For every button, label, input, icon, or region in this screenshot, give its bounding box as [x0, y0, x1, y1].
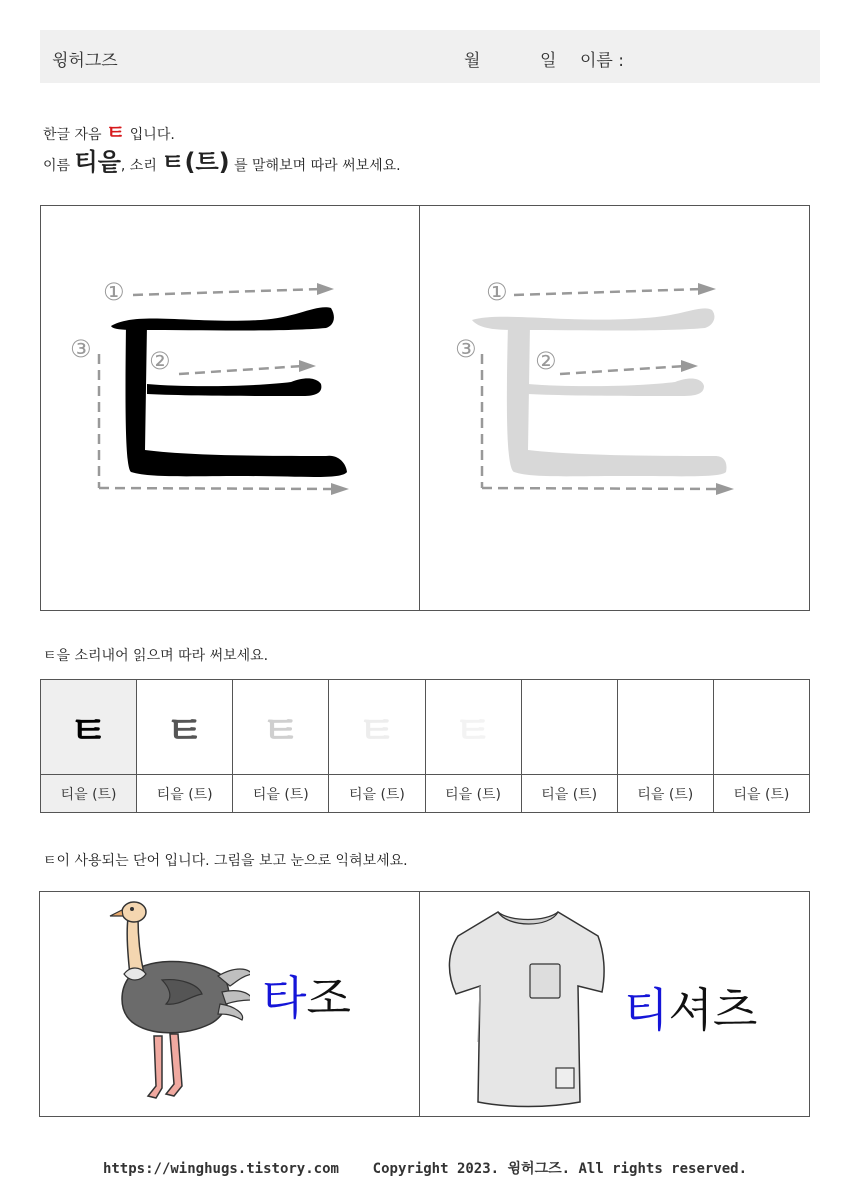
word-card-ostrich — [39, 891, 420, 1117]
words-instruction: ㅌ이 사용되는 단어 입니다. 그림을 보고 눈으로 익혀보세요. — [43, 853, 408, 869]
practice-label: 티읕 (트) — [713, 775, 809, 813]
stroke-trace-panel — [419, 205, 810, 611]
practice-label: 티읕 (트) — [41, 775, 137, 813]
stroke-number-1: ① — [103, 278, 125, 306]
practice-cell[interactable]: ㅌ — [137, 680, 233, 775]
practice-label: 티읕 (트) — [617, 775, 713, 813]
practice-cell[interactable] — [617, 680, 713, 775]
month-label: 월 — [464, 51, 481, 71]
ostrich-illustration — [70, 896, 250, 1118]
practice-grid — [40, 679, 810, 813]
header-bar — [40, 30, 820, 83]
tshirt-illustration — [438, 902, 618, 1112]
stroke-number-1: ① — [486, 278, 508, 306]
practice-cell[interactable] — [521, 680, 617, 775]
footer-copyright: https://winghugs.tistory.com Copyright 2023. 윙허그즈. All rights reserved. — [102, 1161, 748, 1177]
letter-name: 티읕 — [74, 148, 121, 176]
intro-line-2: 이름 티읕, 소리 ㅌ(트) 를 말해보며 따라 써보세요. — [43, 148, 401, 176]
stroke-number-3: ③ — [455, 335, 477, 363]
practice-cell[interactable]: ㅌ — [233, 680, 329, 775]
practice-instruction: ㅌ을 소리내어 읽으며 따라 써보세요. — [43, 648, 269, 664]
consonant-highlight: ㅌ — [106, 120, 126, 144]
practice-label: 티읕 (트) — [521, 775, 617, 813]
stroke-number-2: ② — [149, 347, 171, 375]
practice-label: 티읕 (트) — [425, 775, 521, 813]
day-label: 일 — [540, 51, 557, 71]
word-tshirt: 티셔츠 — [624, 983, 758, 1037]
letter-sound: ㅌ(트) — [161, 148, 230, 176]
practice-cell[interactable]: ㅌ — [425, 680, 521, 775]
word-ostrich: 타조 — [262, 971, 351, 1025]
brand-name: 윙허그즈 — [52, 51, 118, 71]
word-card-tshirt — [419, 891, 810, 1117]
intro-line-1: 한글 자음 ㅌ 입니다. — [43, 120, 175, 144]
practice-label: 티읕 (트) — [329, 775, 425, 813]
name-label: 이름 : — [580, 51, 624, 71]
practice-cell[interactable]: ㅌ — [329, 680, 425, 775]
stroke-number-3: ③ — [70, 335, 92, 363]
stroke-trace-figure — [420, 206, 809, 610]
stroke-model-figure — [41, 206, 419, 610]
stroke-number-2: ② — [535, 347, 557, 375]
practice-label: 티읕 (트) — [233, 775, 329, 813]
stroke-model-panel — [40, 205, 420, 611]
practice-cell[interactable]: ㅌ — [41, 680, 137, 775]
practice-cell[interactable] — [713, 680, 809, 775]
practice-label: 티읕 (트) — [137, 775, 233, 813]
